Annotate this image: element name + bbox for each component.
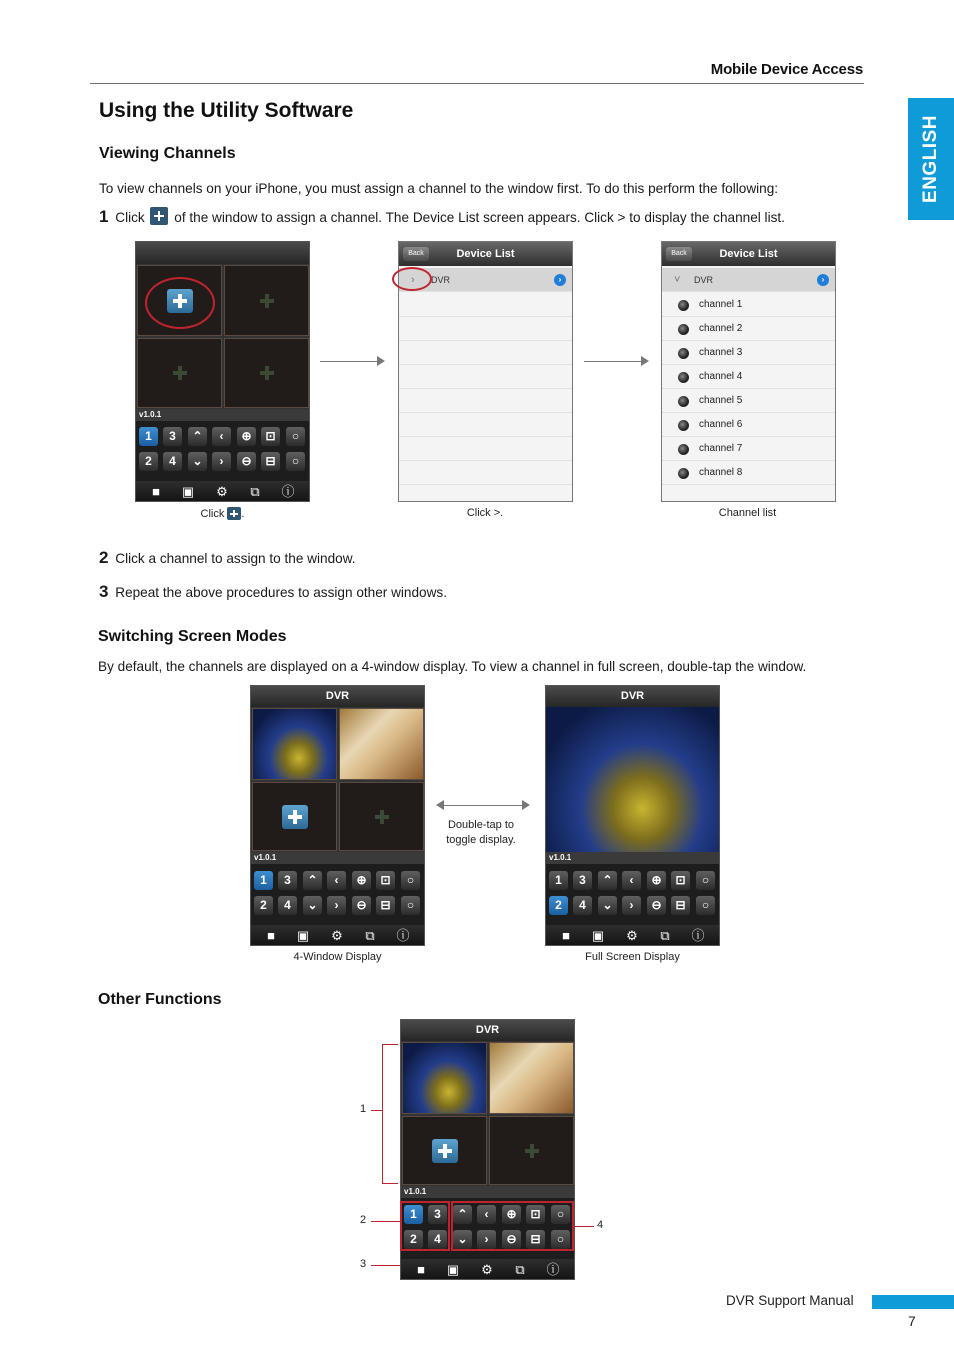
zoom-in-button[interactable]: ⊕	[237, 427, 256, 446]
zoom-in-button[interactable]: ⊕	[647, 871, 666, 890]
focus-near-button[interactable]: ⊡	[376, 871, 395, 890]
playback-icon[interactable]: ⧉	[250, 484, 260, 499]
channel-label: channel 8	[699, 467, 743, 478]
video-window-fullscreen[interactable]	[546, 707, 720, 852]
section-title: Using the Utility Software	[99, 99, 354, 122]
video-window[interactable]	[252, 708, 337, 780]
settings-gear-icon[interactable]: ⚙	[626, 928, 638, 943]
channel-row[interactable]	[662, 389, 835, 413]
camera-icon	[678, 300, 689, 311]
callout-bracket	[382, 1044, 398, 1045]
list-item	[399, 365, 572, 389]
channel-1-button[interactable]: 1	[404, 1205, 423, 1224]
focus-far-button[interactable]: ⊟	[671, 896, 690, 915]
channel-label: channel 4	[699, 371, 743, 382]
step-3-text: Repeat the above procedures to assign other windows.	[115, 585, 447, 600]
info-icon[interactable]: ›	[554, 274, 566, 286]
window-cell[interactable]	[252, 782, 337, 851]
add-channel-icon[interactable]	[432, 1139, 458, 1163]
tilt-down-button[interactable]: ⌄	[598, 896, 617, 915]
channel-2-button[interactable]: 2	[549, 896, 568, 915]
iris-open-button[interactable]: ○	[286, 427, 305, 446]
pan-left-button[interactable]: ‹	[622, 871, 641, 890]
collapse-chevron-icon[interactable]: ˅	[674, 274, 681, 286]
snapshot-icon[interactable]: ▣	[591, 928, 605, 943]
playback-icon[interactable]: ⧉	[365, 928, 375, 943]
channel-label: channel 5	[699, 395, 743, 406]
bottom-toolbar	[401, 1259, 574, 1280]
callout-line	[371, 1110, 382, 1111]
channel-3-button[interactable]: 3	[278, 871, 297, 890]
add-channel-icon[interactable]	[256, 363, 278, 383]
back-button[interactable]: Back	[666, 247, 692, 261]
camera-icon	[678, 420, 689, 431]
callout-line	[574, 1226, 594, 1227]
channel-2-button[interactable]: 2	[139, 452, 158, 471]
iris-close-button[interactable]: ○	[551, 1230, 570, 1249]
figure-caption: 4-Window Display	[293, 951, 382, 963]
dvr-titlebar: DVR	[546, 686, 719, 707]
playback-icon[interactable]: ⧉	[660, 928, 670, 943]
add-channel-icon[interactable]	[169, 363, 191, 383]
list-item	[399, 437, 572, 461]
channel-label: channel 1	[699, 299, 743, 310]
tilt-up-button[interactable]: ⌃	[303, 871, 322, 890]
toggle-caption-line1: Double-tap to	[447, 819, 515, 831]
channel-4-button[interactable]: 4	[573, 896, 592, 915]
window-cell[interactable]	[224, 338, 309, 408]
pan-right-button[interactable]: ›	[327, 896, 346, 915]
iris-open-button[interactable]: ○	[551, 1205, 570, 1224]
add-channel-icon[interactable]	[282, 805, 308, 829]
tilt-up-button[interactable]: ⌃	[598, 871, 617, 890]
pan-left-button[interactable]: ‹	[212, 427, 231, 446]
step-2	[99, 548, 356, 568]
language-tab-label: ENGLISH	[920, 115, 941, 203]
iris-close-button[interactable]: ○	[696, 896, 715, 915]
add-channel-icon[interactable]	[521, 1141, 543, 1161]
tilt-up-button[interactable]: ⌃	[453, 1205, 472, 1224]
channel-label: channel 2	[699, 323, 743, 334]
toggle-caption-line2: toggle display.	[446, 834, 516, 846]
window-cell[interactable]	[137, 338, 222, 408]
back-button[interactable]: Back	[403, 247, 429, 261]
arrow-head-icon	[641, 356, 649, 366]
caption-pre: Click	[200, 508, 225, 520]
channel-4-button[interactable]: 4	[163, 452, 182, 471]
video-window[interactable]	[339, 708, 424, 780]
flow-arrow	[584, 361, 642, 362]
bottom-toolbar	[136, 481, 309, 502]
viewing-channels-heading: Viewing Channels	[99, 145, 236, 162]
info-icon[interactable]: ⓘ	[691, 928, 705, 943]
phone-full-screen	[545, 685, 720, 946]
channel-label: channel 7	[699, 443, 743, 454]
focus-far-button[interactable]: ⊟	[376, 896, 395, 915]
step-2-text: Click a channel to assign to the window.	[115, 551, 356, 566]
dvr-row[interactable]	[662, 268, 835, 292]
channel-row[interactable]	[662, 341, 835, 365]
version-label: v1.0.1	[546, 852, 719, 864]
figure-caption: Full Screen Display	[585, 951, 680, 963]
pan-left-button[interactable]: ‹	[477, 1205, 496, 1224]
step-1	[99, 207, 785, 227]
step-1-pre: Click	[115, 210, 145, 225]
callout-bracket	[382, 1044, 383, 1184]
iris-close-button[interactable]: ○	[401, 896, 420, 915]
list-item	[399, 461, 572, 485]
channel-1-button[interactable]: 1	[549, 871, 568, 890]
expand-chevron-icon[interactable]: ›	[411, 274, 415, 286]
callout-line	[371, 1265, 400, 1266]
dvr-titlebar: DVR	[401, 1020, 574, 1041]
tilt-down-button[interactable]: ⌄	[188, 452, 207, 471]
callout-number: 1	[360, 1103, 367, 1115]
bottom-toolbar	[251, 925, 424, 946]
pan-right-button[interactable]: ›	[212, 452, 231, 471]
channel-row[interactable]	[662, 461, 835, 485]
channel-1-button[interactable]: 1	[254, 871, 273, 890]
zoom-out-button[interactable]: ⊖	[237, 452, 256, 471]
footer-manual-title: DVR Support Manual	[726, 1293, 854, 1308]
other-functions-heading: Other Functions	[98, 991, 222, 1008]
channel-label: channel 6	[699, 419, 743, 430]
channel-buttons-highlight	[400, 1201, 450, 1251]
channel-row[interactable]	[662, 365, 835, 389]
callout-number: 4	[597, 1219, 604, 1231]
channel-4-button[interactable]: 4	[428, 1230, 447, 1249]
figure-caption	[180, 507, 265, 520]
list-item	[399, 341, 572, 365]
playback-icon[interactable]: ⧉	[515, 1262, 525, 1277]
phone-titlebar	[136, 242, 309, 264]
switching-text: By default, the channels are displayed on a 4-window display. To view a channel in full screen, double-tap the window.	[98, 659, 807, 674]
dvr-label: DVR	[694, 275, 714, 285]
settings-gear-icon[interactable]: ⚙	[216, 484, 228, 499]
arrow-head-icon	[377, 356, 385, 366]
callout-bracket	[382, 1183, 398, 1184]
viewing-intro: To view channels on your iPhone, you must assign a channel to the window first. To do this perform the following:	[99, 181, 779, 196]
version-label: v1.0.1	[251, 852, 424, 864]
flow-arrow	[320, 361, 378, 362]
arrow-head-right-icon	[522, 800, 530, 810]
channel-2-button[interactable]: 2	[404, 1230, 423, 1249]
channel-row[interactable]	[662, 437, 835, 461]
tilt-down-button[interactable]: ⌄	[453, 1230, 472, 1249]
pan-right-button[interactable]: ›	[622, 896, 641, 915]
add-channel-icon	[227, 507, 241, 520]
add-channel-icon[interactable]	[256, 291, 278, 311]
window-cell[interactable]	[224, 265, 309, 336]
ptz-buttons-highlight	[451, 1201, 574, 1251]
list-item	[399, 293, 572, 317]
list-item	[399, 389, 572, 413]
language-tab	[908, 98, 954, 220]
window-grid	[546, 707, 719, 852]
version-label: v1.0.1	[401, 1186, 574, 1198]
footer-accent-bar	[872, 1295, 954, 1309]
version-label: v1.0.1	[136, 409, 309, 421]
video-window[interactable]	[402, 1042, 487, 1114]
header-rule	[90, 83, 864, 84]
window-cell[interactable]	[489, 1116, 574, 1185]
control-panel	[546, 864, 719, 925]
snapshot-icon[interactable]: ▣	[181, 484, 195, 499]
camera-icon	[678, 348, 689, 359]
focus-far-button[interactable]: ⊟	[526, 1230, 545, 1249]
snapshot-icon[interactable]: ▣	[296, 928, 310, 943]
device-list-title: Device List	[719, 248, 778, 260]
step-1-post: of the window to assign a channel. The Device List screen appears. Click > to display the channel list.	[174, 210, 785, 225]
camera-icon	[678, 372, 689, 383]
caption-post: .	[241, 508, 245, 520]
info-icon[interactable]: ⓘ	[546, 1262, 560, 1277]
channel-label: channel 3	[699, 347, 743, 358]
stop-icon[interactable]: ■	[152, 484, 160, 499]
video-window[interactable]	[489, 1042, 574, 1114]
add-channel-icon	[150, 207, 168, 225]
snapshot-icon[interactable]: ▣	[446, 1262, 460, 1277]
list-item	[399, 317, 572, 341]
stop-icon[interactable]: ■	[267, 928, 275, 943]
step-number: 2	[99, 548, 109, 567]
focus-near-button[interactable]: ⊡	[526, 1205, 545, 1224]
pan-left-button[interactable]: ‹	[327, 871, 346, 890]
channel-2-button[interactable]: 2	[254, 896, 273, 915]
callout-line	[371, 1221, 400, 1222]
figure-caption: Click >.	[466, 507, 504, 519]
stop-icon[interactable]: ■	[417, 1262, 425, 1277]
tilt-down-button[interactable]: ⌄	[303, 896, 322, 915]
device-list-titlebar	[399, 242, 572, 266]
zoom-out-button[interactable]: ⊖	[502, 1230, 521, 1249]
callout-number: 3	[360, 1258, 367, 1270]
camera-icon	[678, 324, 689, 335]
camera-icon	[678, 444, 689, 455]
channel-3-button[interactable]: 3	[163, 427, 182, 446]
toggle-arrow	[443, 805, 523, 806]
camera-icon	[678, 396, 689, 407]
focus-near-button[interactable]: ⊡	[671, 871, 690, 890]
step-number: 3	[99, 582, 109, 601]
highlight-circle	[392, 267, 432, 291]
switching-heading: Switching Screen Modes	[98, 628, 287, 645]
window-grid	[401, 1041, 574, 1186]
window-cell[interactable]	[402, 1116, 487, 1185]
figure-caption: Channel list	[718, 507, 777, 519]
channel-row[interactable]	[662, 317, 835, 341]
dvr-label: DVR	[431, 275, 451, 285]
settings-gear-icon[interactable]: ⚙	[331, 928, 343, 943]
stop-icon[interactable]: ■	[562, 928, 570, 943]
step-3	[99, 582, 447, 602]
channel-1-button[interactable]: 1	[139, 427, 158, 446]
channel-3-button[interactable]: 3	[428, 1205, 447, 1224]
tilt-up-button[interactable]: ⌃	[188, 427, 207, 446]
focus-far-button[interactable]: ⊟	[261, 452, 280, 471]
iris-close-button[interactable]: ○	[286, 452, 305, 471]
channel-row[interactable]	[662, 293, 835, 317]
zoom-in-button[interactable]: ⊕	[502, 1205, 521, 1224]
channel-4-button[interactable]: 4	[278, 896, 297, 915]
channel-3-button[interactable]: 3	[573, 871, 592, 890]
highlight-circle	[145, 277, 215, 329]
focus-near-button[interactable]: ⊡	[261, 427, 280, 446]
page-number: 7	[908, 1313, 916, 1329]
running-header: Mobile Device Access	[710, 61, 863, 78]
bottom-toolbar	[546, 925, 719, 946]
step-number: 1	[99, 207, 109, 226]
dvr-titlebar: DVR	[251, 686, 424, 707]
iris-open-button[interactable]: ○	[696, 871, 715, 890]
zoom-in-button[interactable]: ⊕	[352, 871, 371, 890]
iris-open-button[interactable]: ○	[401, 871, 420, 890]
add-channel-icon[interactable]	[371, 807, 393, 827]
channel-list-screen	[661, 241, 836, 502]
zoom-out-button[interactable]: ⊖	[647, 896, 666, 915]
window-grid	[251, 707, 424, 852]
pan-right-button[interactable]: ›	[477, 1230, 496, 1249]
settings-gear-icon[interactable]: ⚙	[481, 1262, 493, 1277]
info-icon[interactable]: ⓘ	[281, 484, 295, 499]
control-panel	[136, 421, 309, 481]
list-item	[399, 413, 572, 437]
camera-icon	[678, 468, 689, 479]
info-icon[interactable]: ⓘ	[396, 928, 410, 943]
zoom-out-button[interactable]: ⊖	[352, 896, 371, 915]
info-icon[interactable]: ›	[817, 274, 829, 286]
callout-number: 2	[360, 1214, 367, 1226]
device-list-titlebar	[662, 242, 835, 266]
control-panel	[251, 864, 424, 925]
device-list-title: Device List	[456, 248, 515, 260]
phone-4-window	[250, 685, 425, 946]
window-cell[interactable]	[339, 782, 424, 851]
channel-row[interactable]	[662, 413, 835, 437]
